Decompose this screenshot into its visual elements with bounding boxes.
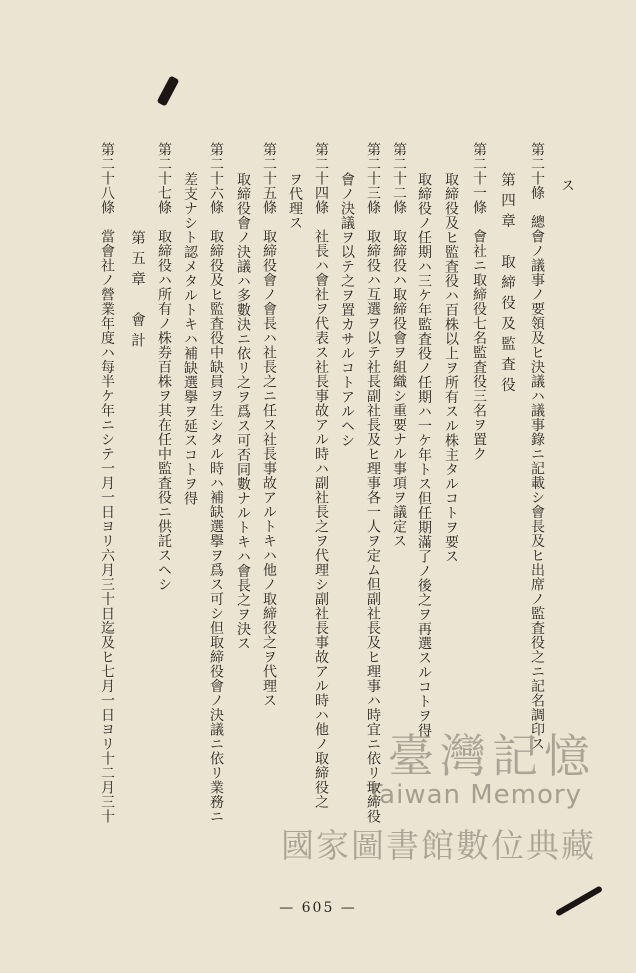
article-24: 第二十四條 社長ハ會社ヲ代表ス社長事故アル時ハ副社長之ヲ代理シ副社長事故アル時ハ他ノ取締役之 bbox=[313, 142, 329, 809]
article-28: 第二十八條 當會社ノ營業年度ハ每半ケ年ニシテ一月一日ヨリ六月三十日迄及ヒ七月一日ヨリ十二月三十 bbox=[99, 142, 115, 824]
article-26: 第二十六條 取締役及ヒ監査役中缺員ヲ生シタル時ハ補缺選擧ヲ爲ス可シ但取締役會ノ決議ニ依リ業務ニ bbox=[208, 142, 224, 824]
article-24-cont: ヲ代理ス bbox=[287, 172, 303, 230]
article-21-para-3: 取締役ノ任期ハ三ケ年監査役ノ任期ハ一ケ年トス但任期滿了ノ後之ヲ再選スルコトヲ得 bbox=[416, 172, 432, 738]
text-column-continuation: ス bbox=[559, 178, 575, 193]
article-27: 第二十七條 取締役ハ所有ノ株券百株ヲ其在任中監査役ニ供託スヘシ bbox=[156, 142, 172, 592]
watermark-english: Taiwan Memory bbox=[366, 780, 582, 810]
article-25: 第二十五條 取締役會ノ會長ハ社長之ニ任ス社長事故アルトキハ他ノ取締役之ヲ代理ス bbox=[261, 142, 277, 708]
article-22: 第二十二條 取締役ハ取締役會ヲ組織シ重要ナル事項ヲ議定ス bbox=[391, 142, 407, 548]
article-25-para-2: 取締役會ノ決議ハ多數決ニ依リ之ヲ爲ス可否同數ナルトキハ會長之ヲ決ス bbox=[235, 172, 251, 651]
article-23-cont: 會ノ決議ヲ以テ之ヲ置カサルコトアルヘシ bbox=[339, 172, 355, 448]
watermark-chinese: 國家圖書館數位典藏 bbox=[281, 826, 596, 865]
chapter-5-heading: 第五章 會計 bbox=[129, 230, 145, 353]
article-21: 第二十一條 會社ニ取締役七名監査役三名ヲ置ク bbox=[471, 142, 487, 461]
article-21-para-2: 取締役及ヒ監査役ハ百株以上ヲ所有スル株主タルコトヲ要ス bbox=[443, 172, 459, 564]
watermark-logo: 臺灣記憶 bbox=[388, 729, 596, 783]
watermark bbox=[266, 720, 596, 900]
ink-mark-top bbox=[157, 75, 180, 106]
chapter-4-heading: 第四章 取締役及監査役 bbox=[499, 172, 515, 398]
article-26-cont: 差支ナシト認メタルトキハ補缺選擧ヲ延スコトヲ得 bbox=[182, 172, 198, 506]
page-number: — 605 — bbox=[279, 900, 357, 916]
article-23: 第二十三條 取締役ハ互選ヲ以テ社長副社長及ヒ理事各一人ヲ定ム但副社長及ヒ理事ハ時宜ニ依リ取締役 bbox=[365, 142, 381, 824]
article-20: 第二十條 總會ノ議事ノ要領及ヒ決議ハ議事錄ニ記載シ會長及ヒ出席ノ監査役之ニ記名調印ス bbox=[529, 142, 545, 751]
